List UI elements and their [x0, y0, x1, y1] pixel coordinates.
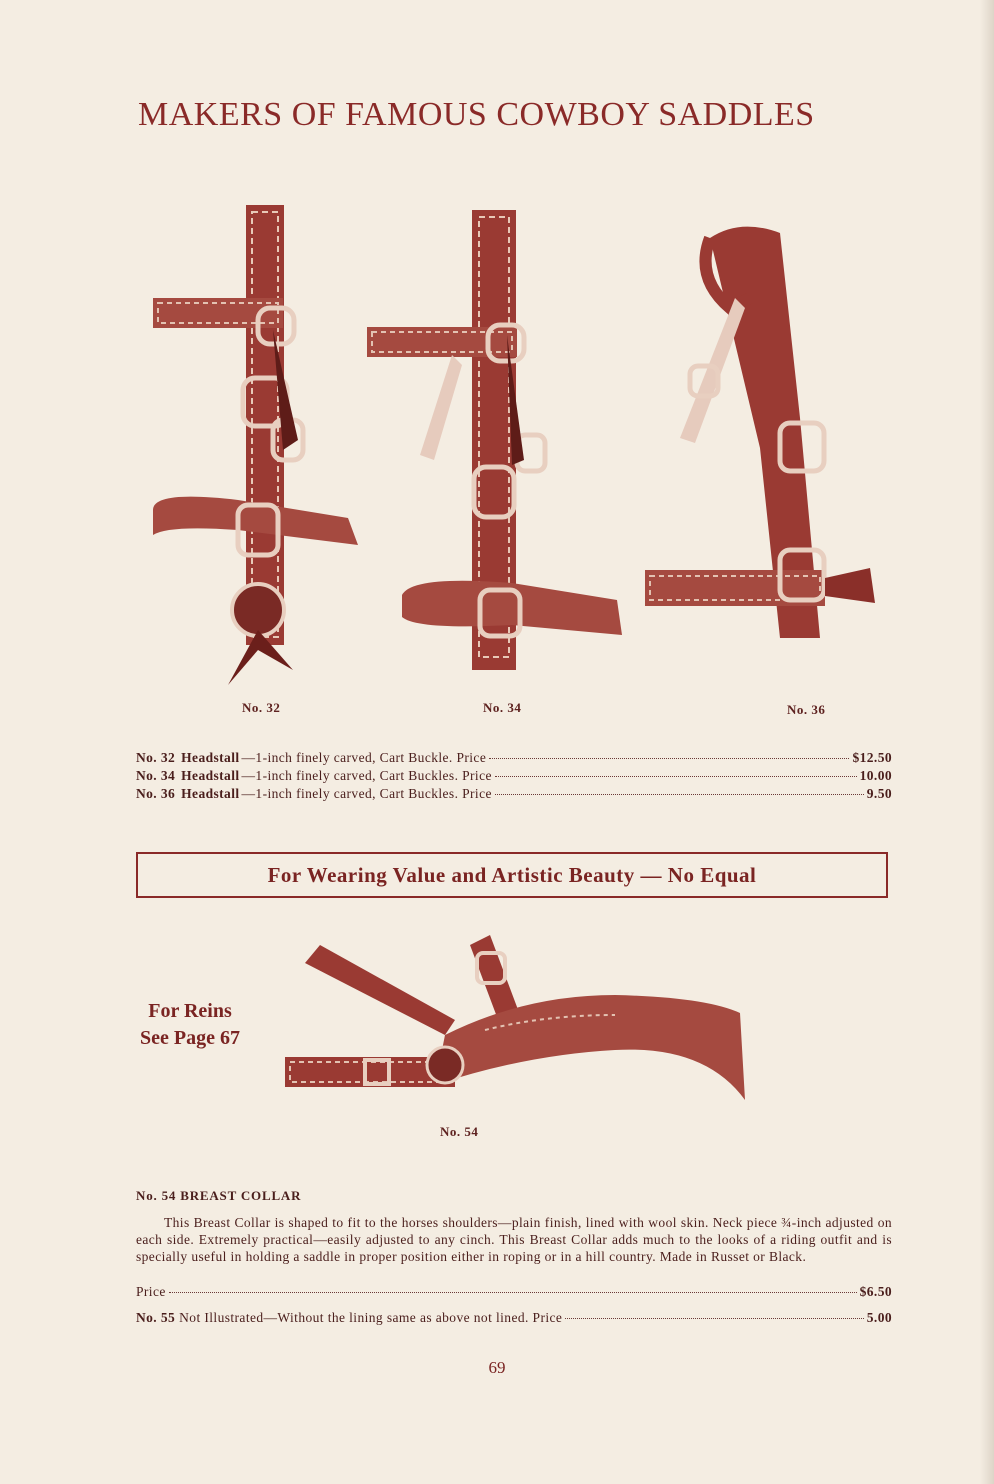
price-label: Price	[136, 1284, 166, 1299]
dot-leader	[565, 1318, 863, 1319]
side-note-line-2: See Page 67	[140, 1027, 240, 1049]
headstall-price-list	[136, 750, 892, 804]
price-row-32	[136, 750, 892, 768]
caption-no-54: No. 54	[440, 1124, 479, 1139]
slogan-banner	[136, 852, 888, 898]
breast-collar-illustration	[285, 935, 750, 1110]
headstall-36-illustration	[640, 218, 885, 648]
caption-no-32: No. 32	[242, 700, 281, 715]
item-number: No. 34	[136, 768, 176, 783]
item-number: No. 36	[136, 786, 176, 801]
breast-collar-price-line	[136, 1284, 892, 1300]
breast-collar-description: This Breast Collar is shaped to fit to the horses shoulders—plain finish, lined with wool skin. Neck piece ¾-inch adjusted on each side. Extremely practical—easily adjusted to any cinch. This Breast Collar adds much to the looks of a riding outfit and is specially useful in holding a saddle in proper position either in roping or in a hill country. Made in Russet or Black.	[136, 1215, 892, 1264]
dot-leader	[489, 758, 849, 759]
dot-leader	[495, 794, 864, 795]
caption-no-34: No. 34	[483, 700, 522, 715]
item-price: $12.50	[852, 750, 892, 765]
item-price: 10.00	[859, 768, 892, 783]
item-name: Headstall	[181, 768, 240, 783]
no-55-price-line	[136, 1310, 892, 1326]
item-number: No. 32	[136, 750, 176, 765]
item-price: 9.50	[866, 786, 892, 801]
headstall-32-illustration	[148, 200, 363, 690]
item-name: Headstall	[181, 786, 240, 801]
item-description: —1-inch finely carved, Cart Buckles. Price	[241, 768, 492, 783]
headstall-34-illustration	[362, 205, 627, 675]
caption-no-36: No. 36	[787, 702, 826, 717]
page-number: 69	[488, 1358, 506, 1377]
price-row-36	[136, 786, 892, 804]
reins-reference-note	[120, 998, 260, 1052]
price-row-34	[136, 768, 892, 786]
item-description: —1-inch finely carved, Cart Buckle. Price	[241, 750, 487, 765]
side-note-line-1: For Reins	[148, 1000, 232, 1022]
dot-leader	[495, 776, 857, 777]
breast-collar-price: $6.50	[859, 1284, 892, 1299]
item-number: No. 55	[136, 1310, 176, 1325]
page-title: MAKERS OF FAMOUS COWBOY SADDLES	[138, 96, 815, 133]
item-description: —1-inch finely carved, Cart Buckles. Price	[241, 786, 492, 801]
item-name: Headstall	[181, 750, 240, 765]
dot-leader	[169, 1292, 857, 1293]
item-price: 5.00	[866, 1310, 892, 1325]
page-edge-shadow	[980, 0, 994, 1484]
item-description: Not Illustrated—Without the lining same as above not lined. Price	[179, 1310, 563, 1325]
breast-collar-heading: No. 54 BREAST COLLAR	[136, 1188, 302, 1203]
slogan-text: For Wearing Value and Artistic Beauty — No Equal	[267, 862, 757, 887]
